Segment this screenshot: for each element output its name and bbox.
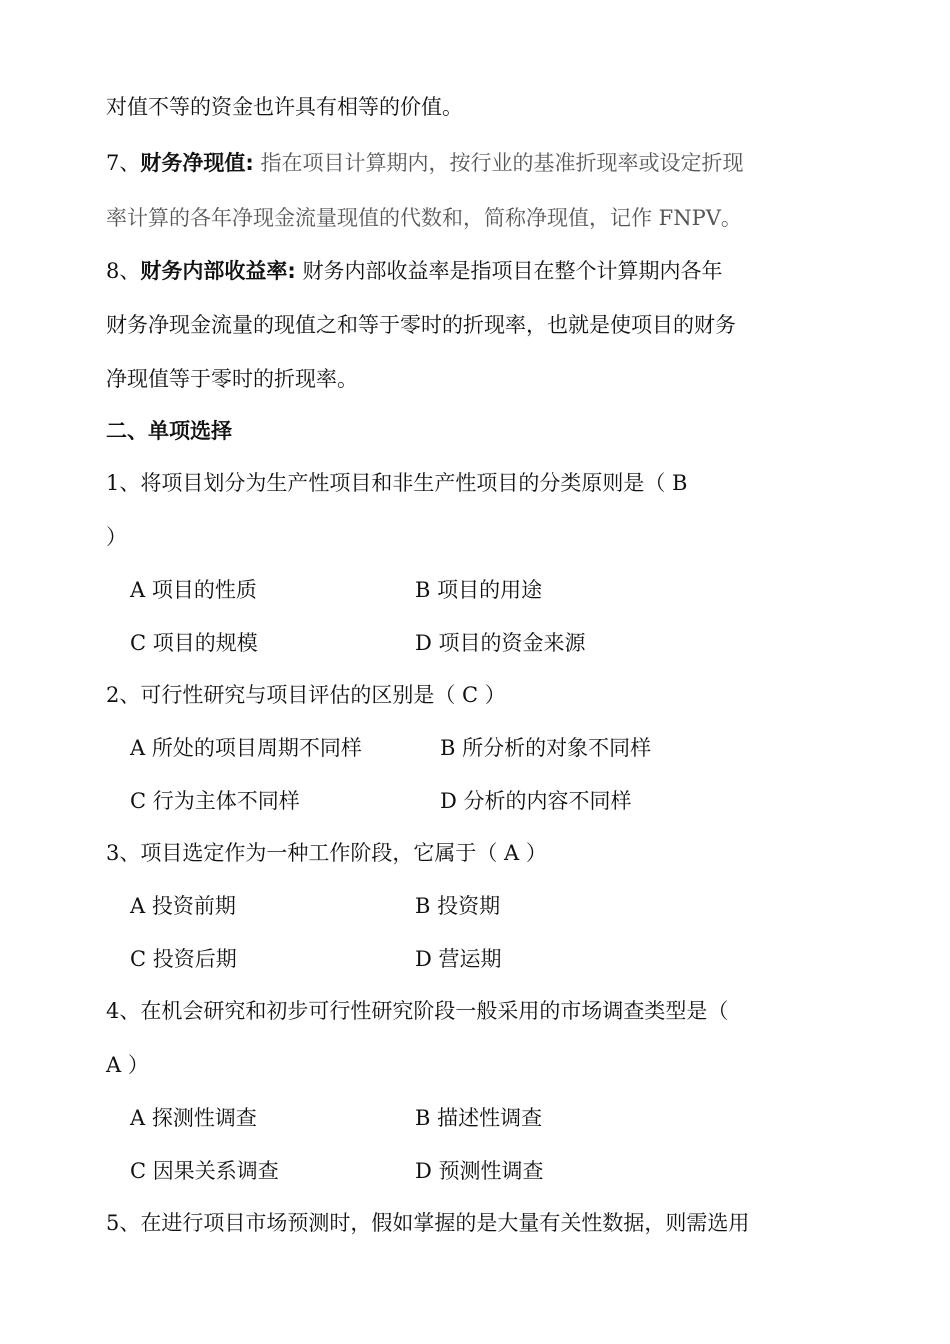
question-4-cont: A ） (106, 1053, 149, 1077)
option-d: D 项目的资金来源 (415, 631, 586, 655)
option-b: B 所分析的对象不同样 (440, 736, 652, 760)
question-1: 1、将项目划分为生产性项目和非生产性项目的分类原则是（ B (106, 471, 688, 495)
term-8-line-2: 财务净现金流量的现值之和等于零时的折现率，也就是使项目的财务 (106, 313, 736, 337)
question-5: 5、在进行项目市场预测时，假如掌握的是大量有关性数据，则需选用 (106, 1211, 750, 1235)
term-definition: 财务内部收益率是指项目在整个计算期内各年 (295, 259, 723, 283)
option-a: A 投资前期 (130, 894, 236, 918)
question-1-cont: ） (106, 525, 127, 549)
option-c: C 行为主体不同样 (130, 789, 300, 813)
option-c: C 项目的规模 (130, 631, 258, 655)
term-7-line-1 (106, 148, 743, 178)
option-d: D 营运期 (415, 947, 502, 971)
option-a: A 探测性调查 (130, 1106, 257, 1130)
term-8-line-3: 净现值等于零时的折现率。 (106, 367, 358, 391)
term-definition: 指在项目计算期内，按行业的基准折现率或设定折现 (253, 151, 744, 175)
paragraph-line: 对值不等的资金也许具有相等的价值。 (106, 95, 463, 119)
option-b: B 投资期 (415, 894, 501, 918)
option-c: C 投资后期 (130, 947, 237, 971)
question-2: 2、可行性研究与项目评估的区别是（ C ） (106, 683, 506, 707)
term-colon: : (245, 151, 254, 175)
term-7-line-2: 率计算的各年净现金流量现值的代数和，简称净现值，记作 FNPV。 (106, 206, 742, 230)
option-a: A 项目的性质 (130, 578, 257, 602)
option-a: A 所处的项目周期不同样 (130, 736, 362, 760)
option-b: B 描述性调查 (415, 1106, 543, 1130)
option-b: B 项目的用途 (415, 578, 543, 602)
item-number: 8、 (106, 259, 141, 283)
item-number: 7、 (106, 151, 141, 175)
question-3: 3、项目选定作为一种工作阶段，它属于（ A ） (106, 841, 547, 865)
section-heading: 二、单项选择 (106, 419, 232, 443)
term-title: 财务净现值 (140, 151, 246, 175)
term-8-line-1 (106, 256, 722, 286)
question-4: 4、在机会研究和初步可行性研究阶段一般采用的市场调查类型是（ (106, 999, 729, 1023)
option-c: C 因果关系调查 (130, 1159, 279, 1183)
option-d: D 预测性调查 (415, 1159, 544, 1183)
option-d: D 分析的内容不同样 (440, 789, 632, 813)
term-title: 财务内部收益率: (140, 259, 296, 283)
